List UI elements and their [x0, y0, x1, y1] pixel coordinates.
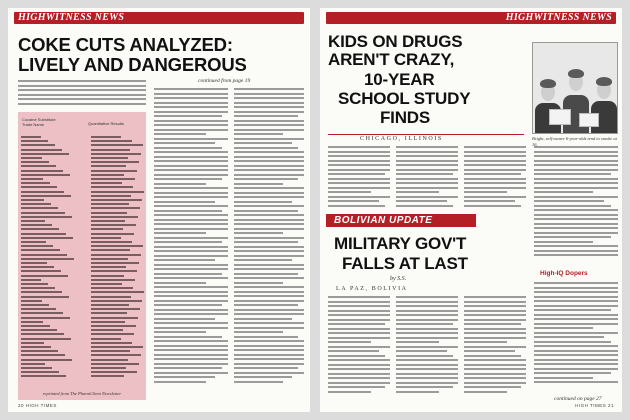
reprint-credit: reprinted from The PharmChem Newsletter	[42, 391, 122, 396]
right-headline-line-5: FINDS	[380, 108, 431, 127]
bolivian-update-banner	[326, 214, 476, 227]
right-masthead	[326, 12, 616, 24]
left-masthead	[14, 12, 304, 24]
banner-label: BOLIVIAN UPDATE	[334, 215, 433, 226]
bolivia-article-column-3	[464, 296, 526, 395]
left-article-column-1	[154, 88, 228, 385]
right-headline-line-1: KIDS ON DRUGS	[328, 32, 463, 51]
table-header-results: Quantitative Results	[88, 121, 124, 126]
left-intro-text	[18, 80, 146, 107]
right-headline-line-6: MILITARY GOV'T	[334, 234, 467, 253]
children-photo	[532, 42, 618, 134]
kids-article-column-1	[328, 146, 390, 209]
section-title-right: HIGHWITNESS NEWS	[505, 12, 612, 23]
table-header-name: Cocaine Substitute Trade Name	[22, 117, 56, 127]
right-headline-line-7: FALLS AT LAST	[342, 254, 468, 273]
right-headline-line-3: 10-YEAR	[364, 70, 435, 89]
right-side-column-top	[534, 146, 618, 259]
left-headline-line-1: COKE CUTS ANALYZED:	[18, 34, 233, 55]
byline: by S.S.	[390, 276, 407, 282]
substitute-table	[18, 112, 146, 400]
right-folio: HIGH TIMES 21	[575, 403, 614, 408]
left-page	[8, 8, 310, 412]
right-headline-line-2: AREN'T CRAZY,	[328, 50, 455, 69]
kids-article-column-2	[396, 146, 458, 209]
bolivia-article-column-1	[328, 296, 390, 395]
left-headline-line-2: LIVELY AND DANGEROUS	[18, 54, 247, 75]
dateline-rule	[328, 134, 524, 135]
dateline-chicago: CHICAGO, ILLINOIS	[360, 136, 443, 142]
right-headline-line-4: SCHOOL STUDY	[338, 89, 471, 108]
photo-caption: Bright, self-aware 6-year-olds tend to smoke at 16.	[532, 136, 617, 147]
kids-article-column-3	[464, 146, 526, 209]
bolivia-article-column-2	[396, 296, 458, 395]
continued-from: continued from page 19	[198, 78, 251, 84]
left-folio: 20 HIGH TIMES	[18, 403, 57, 408]
right-page	[320, 8, 622, 412]
section-title: HIGHWITNESS NEWS	[18, 12, 125, 23]
subhead-high-iq-dopers: High-IQ Dopers	[540, 270, 588, 277]
continued-on: continued on page 27	[554, 396, 602, 402]
right-side-column-bottom	[534, 282, 618, 386]
dateline-la-paz: LA PAZ, BOLIVIA	[336, 286, 408, 292]
left-article-column-2	[234, 88, 304, 385]
